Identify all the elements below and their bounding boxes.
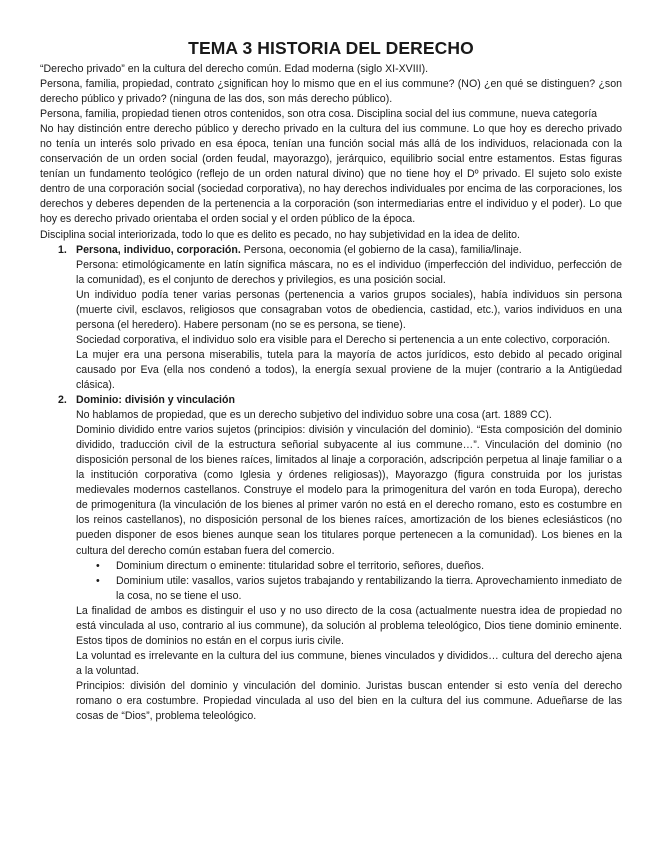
section-2-paragraph: No hablamos de propiedad, que es un derecho subjetivo del individuo sobre una cosa (art. 1889 CC). bbox=[76, 409, 552, 422]
section-1-heading bbox=[76, 243, 622, 258]
section-2-paragraph: La finalidad de ambos es distinguir el uso y no uso directo de la cosa (actualmente nuestra idea de propiedad no está vinculada al uso, contrario al ius commune), da solución al problema teleológico, Dios tiene dominio eminente. Estos tipos de dominios no están en el corpus iuris civile. bbox=[76, 604, 622, 647]
section-2-continued bbox=[40, 604, 622, 724]
list-item bbox=[96, 559, 622, 574]
section-1 bbox=[40, 243, 622, 393]
section-2-paragraph: Principios: división del dominio y vinculación del dominio. Juristas buscan entender si esto venía del derecho romano o era costumbre. Propiedad vinculada al uso del bien en la cultura del ius commune. Adueñarse de las cosas de “Dios”, problema teleológico. bbox=[76, 679, 622, 723]
intro-paragraph: “Derecho privado” en la cultura del derecho común. Edad moderna (siglo XI-XVIII). bbox=[40, 63, 429, 75]
section-1-title-rest: Persona, oeconomia (el gobierno de la casa), familia/linaje. bbox=[240, 243, 522, 256]
list-item-text: Dominium directum o eminente: titularidad sobre el territorio, señores, dueños. bbox=[116, 559, 485, 572]
list-item-text: Dominium utile: vasallos, varios sujetos trabajando y rentabilizando la tierra. Aprovechamiento inmediato de la cosa, no se tiene el uso. bbox=[116, 574, 622, 602]
list-item bbox=[96, 574, 622, 604]
section-1-number: 1. bbox=[58, 243, 67, 256]
section-2 bbox=[40, 393, 622, 559]
intro-paragraph: Persona, familia, propiedad, contrato ¿significan hoy lo mismo que en el ius commune? (NO) ¿en qué se distinguen? ¿son derecho público y privado? (ninguna de las dos, son más derecho público). bbox=[40, 78, 622, 106]
dominium-list bbox=[40, 559, 622, 604]
section-1-paragraph: Persona: etimológicamente en latín significa máscara, no es el individuo (imperfección del individuo, perfección de la comunidad), es el conjunto de derechos y privilegios, es una posición social. bbox=[76, 258, 622, 286]
section-2-heading bbox=[76, 393, 622, 408]
bullet-icon: • bbox=[96, 559, 100, 572]
intro-paragraph: Persona, familia, propiedad tienen otros contenidos, son otra cosa. Disciplina social del ius commune, nueva categoría bbox=[40, 108, 598, 121]
section-2-paragraph: Dominio dividido entre varios sujetos (principios: división y vinculación del dominio). “Esta composición del dominio dividido, traducción civil de la estructura señorial subyacente al ius commune…”. Vinculación del dominio (no disposición personal de los bienes raíces, limitados al linaje a corporación, adscripción perpetua al linaje familiar o a la institución corporativa (como Iglesia y órdenes religiosas)), Mayorazgo (figura construida por los juristas medievales modernos castellanos. Construye el modelo para la primogenitura del varón en toda Europa), derecho de primogenitura (la vinculación de los bienes al primer varón no está en el derecho romano, esto es costumbre en los reinos castellanos), no disposición personal de los bienes raíces, amortización de los bienes eclesiásticos (no pueden disponer de esos bienes aunque sean los titulares porque pertenecen a la comunidad). Los bienes en la cultura del derecho común estaban fuera del comercio. bbox=[76, 424, 622, 557]
section-2-number: 2. bbox=[58, 394, 67, 407]
section-1-paragraph: La mujer era una persona miserabilis, tutela para la mayoría de actos jurídicos, esto debido al pecado original causado por Eva (ella nos condenó a todos), la energía sexual proviene de la mujer (contrario a la Antigüedad clásica). bbox=[76, 348, 622, 391]
section-1-paragraph: Sociedad corporativa, el individuo solo era visible para el Derecho si pertenencia a un ente colectivo, corporación. bbox=[76, 333, 611, 346]
page-title: TEMA 3 HISTORIA DEL DERECHO bbox=[188, 38, 474, 58]
section-1-paragraph: Un individuo podía tener varias personas (pertenencia a varios grupos sociales), había individuos sin persona (muerte civil, esclavos, religiosos que consagraban votos de obediencia, castidad, etc.), varios individuos en una persona (el heredero). Habere personam (no se es persona, se tiene). bbox=[76, 288, 622, 331]
section-2-title: Dominio: división y vinculación bbox=[76, 394, 235, 407]
section-1-title: Persona, individuo, corporación. bbox=[76, 243, 241, 256]
section-2-paragraph: La voluntad es irrelevante en la cultura del ius commune, bienes vinculados y divididos… cultura del derecho ajena a la voluntad. bbox=[76, 649, 622, 677]
bullet-icon: • bbox=[96, 574, 100, 587]
intro-paragraph: No hay distinción entre derecho público y derecho privado en la cultura del ius commune. Lo que hoy es derecho privado no tenía un interés solo privado en esa época, tenían una función social más allá de los individuos, relacionada con la conservación de un orden social (orden feudal, mayorazgo), jerárquico, equilibrio social entre estamentos. Estas figuras tenían un fundamento teológico (reflejo de un orden natural divino) que no tiene hoy el Dº privado. El sujeto solo existe dentro de una corporación social (sociedad corporativa), no hay derechos individuales por encima de las corporaciones, los derechos y deberes dependen de la pertenencia a la corporación (son intermediarias entre el individuo y el poder). Lo que hoy es derecho privado orientaba el orden social y el orden público de la época. bbox=[40, 123, 622, 226]
intro-paragraph: Disciplina social interiorizada, todo lo que es delito es pecado, no hay subjetividad en la idea de delito. bbox=[40, 228, 520, 241]
